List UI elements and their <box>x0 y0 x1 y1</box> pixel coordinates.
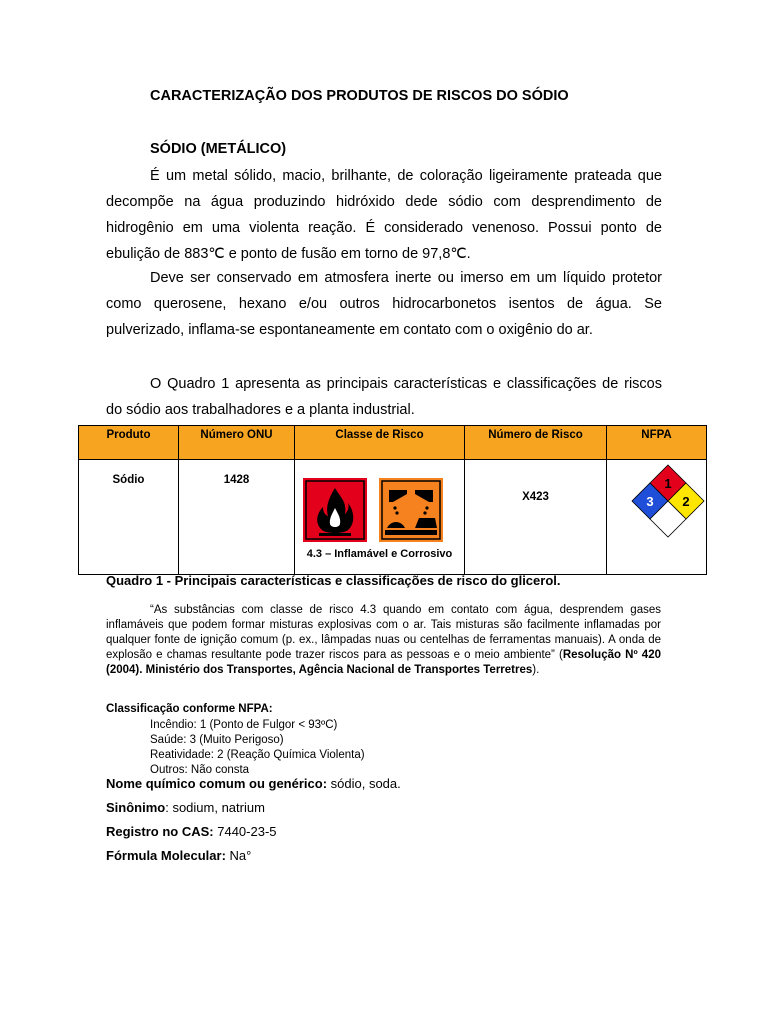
fact-label: Fórmula Molecular: <box>106 848 226 863</box>
corrosive-pictogram <box>379 478 443 542</box>
flammable-pictogram <box>303 478 367 542</box>
fact-nome-quimico <box>106 776 401 791</box>
cell-produto <box>79 460 179 575</box>
nfpa-fire-value: 1 <box>664 476 672 491</box>
quote-source: Resolução Nº 420 (2004). Ministério dos Transportes, Agência Nacional de Transportes Terretres <box>106 649 661 676</box>
cell-classe-de-risco <box>295 460 465 575</box>
cell-numero-de-risco <box>465 460 607 575</box>
paragraph-description: É um metal sólido, macio, brilhante, de coloração ligeiramente prateada que decompõe na água produzindo hidróxido dede sódio com desprendimento de hidrogênio em uma violenta reação. É considerado venenoso. Possui ponto de ebulição de 883℃ e ponto de fusão em torno de 97,8℃. <box>106 168 662 262</box>
nfpa-reactivity-value: 2 <box>682 494 690 509</box>
fact-value: : sodium, natrium <box>165 800 265 815</box>
nfpa-classification-title: Classificação conforme NFPA: <box>106 703 273 715</box>
table-caption: Quadro 1 - Principais características e classificações de risco do glicerol. <box>106 573 561 588</box>
nfpa-diamond-icon <box>631 464 705 538</box>
quote-close: ). <box>532 664 540 676</box>
fact-value: sódio, soda. <box>327 776 401 791</box>
table-header-row <box>79 426 707 460</box>
fact-label: Nome químico comum ou genérico: <box>106 776 328 791</box>
fact-formula-molecular <box>106 848 251 863</box>
nfpa-classification-list <box>150 718 365 778</box>
section-title: SÓDIO (METÁLICO) <box>150 141 287 157</box>
numero-de-risco-value: X423 <box>522 491 549 503</box>
list-item: Reatividade: 2 (Reação Química Violenta) <box>150 749 365 761</box>
page-title: CARACTERIZAÇÃO DOS PRODUTOS DE RISCOS DO SÓDIO <box>150 88 569 104</box>
fact-label: Registro no CAS: <box>106 824 214 839</box>
quote-text: “As substâncias com classe de risco 4.3 quando em contato com água, desprendem gases inflamáveis que podem formar misturas explosivas com o ar. Tais misturas são facilmente inflamadas por qualquer fonte de ignição comum (p. ex., lâmpadas nuas ou centelhas de ferramentas manuais). A onda de explosão e chamas resultante pode trazer riscos para as pessoas e o meio ambiente” ( <box>106 604 661 661</box>
header-numero-de-risco: Número de Risco <box>465 426 607 460</box>
table-row <box>79 460 707 575</box>
header-classe-de-risco: Classe de Risco <box>295 426 465 460</box>
header-nfpa: NFPA <box>607 426 707 460</box>
numero-onu-value: 1428 <box>223 474 250 486</box>
produto-value: Sódio <box>112 474 145 486</box>
header-numero-onu: Número ONU <box>179 426 295 460</box>
fact-registro-cas <box>106 824 277 839</box>
list-item: Outros: Não consta <box>150 764 250 776</box>
list-item: Saúde: 3 (Muito Perigoso) <box>150 734 284 746</box>
cell-nfpa <box>607 460 707 575</box>
cell-numero-onu <box>179 460 295 575</box>
paragraph-quadro-intro: O Quadro 1 apresenta as principais características e classificações de riscos do sódio aos trabalhadores e a planta industrial. <box>106 376 662 418</box>
paragraph-storage: Deve ser conservado em atmosfera inerte ou imerso em um líquido protetor como querosene, hexano e/ou outros hidrocarbonetos isentos de água. Se pulverizado, inflama-se espontaneamente em contato com o oxigênio do ar. <box>106 270 662 338</box>
quote-paragraph <box>106 603 661 678</box>
list-item: Incêndio: 1 (Ponto de Fulgor < 93ºC) <box>150 719 338 731</box>
classe-de-risco-value: 4.3 – Inflamável e Corrosivo <box>306 548 453 560</box>
fact-value: 7440-23-5 <box>213 824 277 839</box>
header-produto: Produto <box>79 426 179 460</box>
fact-value: Na° <box>225 848 252 863</box>
fact-label: Sinônimo <box>106 800 166 815</box>
fact-sinonimo <box>106 800 265 815</box>
risk-table <box>78 425 707 575</box>
nfpa-health-value: 3 <box>646 494 654 509</box>
